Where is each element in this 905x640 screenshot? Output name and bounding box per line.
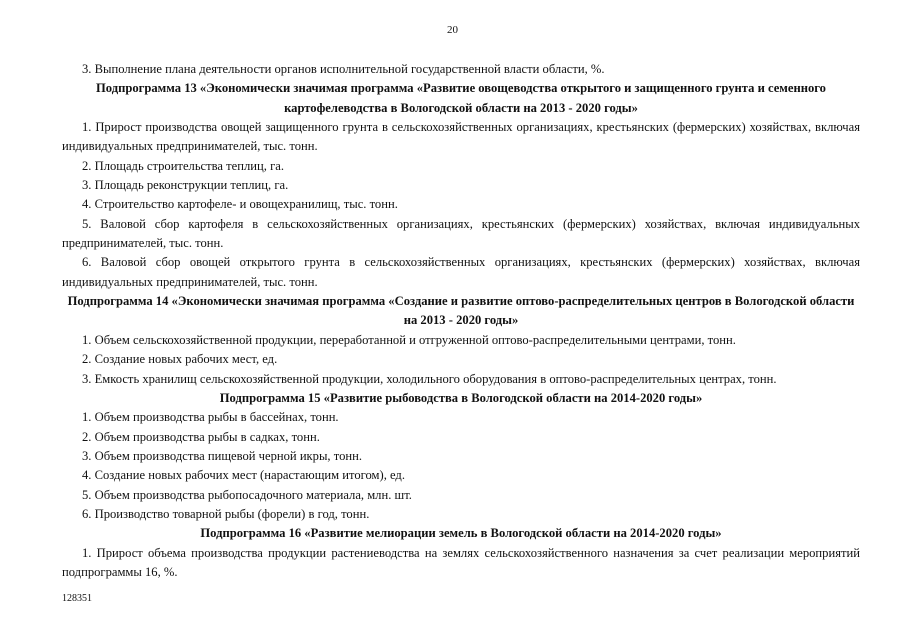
subprogram-15-heading: Подпрограмма 15 «Развитие рыбоводства в Вологодской области на 2014-2020 годы» [219, 390, 703, 405]
subprogram-13-heading: Подпрограмма 13 «Экономически значимая программа «Развитие овощеводства открытого и защищенного грунта и семенного картофелеводства в Вологодской области на 2013 - 2020 годы» [96, 81, 826, 115]
page-number: 20 [447, 24, 458, 36]
document-code: 128351 [62, 593, 92, 604]
subprogram-13-item-5: 5. Валовой сбор картофеля в сельскохозяйственных организациях, крестьянских (фермерских) хозяйствах, включая индивидуальных предпринимателей, тыс. тонн. [62, 216, 860, 251]
document-body [62, 60, 860, 582]
subprogram-13-item-4: 4. Строительство картофеле- и овощехранилищ, тыс. тонн. [82, 197, 398, 212]
subprogram-14-item-3: 3. Емкость хранилищ сельскохозяйственной продукции, холодильного оборудования в оптово-распределительных центрах, тонн. [82, 371, 777, 386]
subprogram-15-item-6: 6. Производство товарной рыбы (форели) в год, тонн. [82, 506, 370, 521]
subprogram-15-item-4: 4. Создание новых рабочих мест (нарастающим итогом), ед. [82, 468, 405, 483]
subprogram-15-item-1: 1. Объем производства рыбы в бассейнах, тонн. [82, 410, 339, 425]
subprogram-14-item-1: 1. Объем сельскохозяйственной продукции, переработанной и отгруженной оптово-распределительными центрами, тонн. [82, 332, 736, 347]
subprogram-13-item-1: 1. Прирост производства овощей защищенного грунта в сельскохозяйственных организациях, крестьянских (фермерских) хозяйствах, включая индивидуальных предпринимателей, тыс. тонн. [62, 120, 860, 154]
subprogram-14-item-2: 2. Создание новых рабочих мест, ед. [82, 352, 278, 367]
subprogram-15-item-2: 2. Объем производства рыбы в садках, тонн. [82, 429, 320, 444]
subprogram-13-item-2: 2. Площадь строительства теплиц, га. [82, 158, 284, 173]
subprogram-15-item-3: 3. Объем производства пищевой черной икры, тонн. [82, 448, 362, 463]
subprogram-12-item-3: 3. Выполнение плана деятельности органов исполнительной государственной власти области, %. [82, 62, 605, 76]
subprogram-13-item-6: 6. Валовой сбор овощей открытого грунта в сельскохозяйственных организациях, крестьянских (фермерских) хозяйствах, включая индивидуальных предпринимателей, тыс. тонн. [62, 255, 860, 289]
subprogram-16-heading: Подпрограмма 16 «Развитие мелиорации земель в Вологодской области на 2014-2020 годы» [200, 526, 722, 541]
subprogram-13-item-3: 3. Площадь реконструкции теплиц, га. [82, 178, 289, 193]
subprogram-14-heading: Подпрограмма 14 «Экономически значимая программа «Создание и развитие оптово-распределительных центров в Вологодской области на 2013 - 2020 годы» [67, 294, 855, 328]
subprogram-16-item-1: 1. Прирост объема производства продукции растениеводства на землях сельскохозяйственного назначения за счет реализации мероприятий подпрограммы 16, %. [62, 545, 860, 579]
subprogram-15-item-5: 5. Объем производства рыбопосадочного материала, млн. шт. [82, 487, 412, 502]
